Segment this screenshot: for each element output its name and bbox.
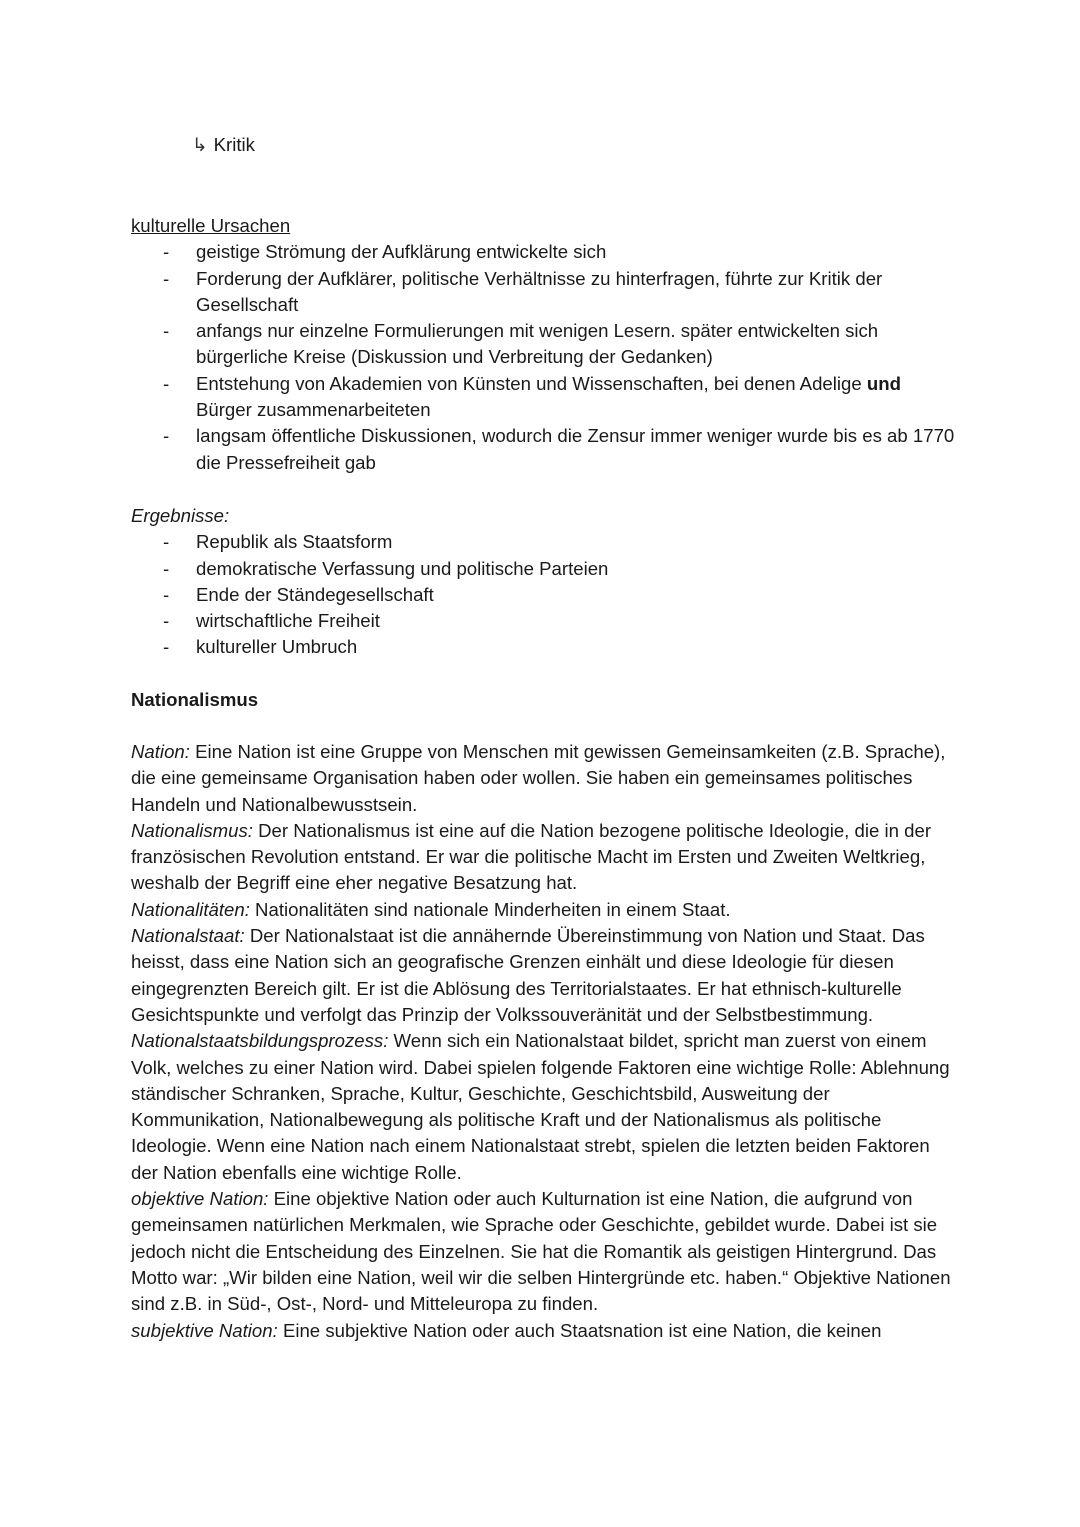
dash-bullet: - xyxy=(163,267,170,289)
dash-bullet: - xyxy=(163,610,170,632)
list-item: - langsam öffentliche Diskussionen, wodurch die Zensur immer weniger wurde bis es ab 1770 die Pressefreiheit gab xyxy=(163,425,955,473)
dash-bullet: - xyxy=(163,425,170,447)
definition-term: Nationalitäten: xyxy=(131,898,250,920)
definition-paragraph xyxy=(131,897,961,923)
list-item: - geistige Strömung der Aufklärung entwickelte sich xyxy=(131,239,961,265)
definition-term: Nation: xyxy=(131,741,190,762)
dash-bullet: - xyxy=(163,531,170,553)
dash-bullet: - xyxy=(163,320,170,342)
definition-term: Nationalismus: xyxy=(131,819,253,841)
definition-paragraph xyxy=(131,1028,961,1186)
definition-paragraph xyxy=(131,923,961,1028)
arrow-return-icon: ↳ xyxy=(192,134,208,155)
heading-kulturelle-ursachen: kulturelle Ursachen xyxy=(131,215,291,236)
definition-paragraph xyxy=(131,1318,961,1344)
definition-paragraph xyxy=(131,1186,961,1317)
kritik-line xyxy=(192,132,255,158)
dash-bullet: - xyxy=(163,557,170,579)
definition-text: Eine subjektive Nation oder auch Staatsnation ist eine Nation, die keinen xyxy=(282,1319,882,1341)
definition-text: Eine Nation ist eine Gruppe von Menschen mit gewissen Gemeinsamkeiten (z.B. Sprache), die eine gemeinsame Organisation haben oder wollen. Sie haben ein gemeinsames politisches Handeln und Nationalbewusstsein. xyxy=(131,741,946,815)
definition-text: Nationalitäten sind nationale Minderheiten in einem Staat. xyxy=(255,898,731,920)
list-item: - Republik als Staatsform xyxy=(131,529,961,555)
list-item: - wirtschaftliche Freiheit xyxy=(131,608,961,634)
list-item: - Forderung der Aufklärer, politische Verhältnisse zu hinterfragen, führte zur Kritik der Gesellschaft xyxy=(163,267,883,315)
definition-text: Wenn sich ein Nationalstaat bildet, spricht man zuerst von einem Volk, welches zu einer Nation wird. Dabei spielen folgende Faktoren eine wichtige Rolle: Ablehnung ständischer Schranken, Sprache, Kultur, Geschichte, Geschichtsbild, Ausweitung der Kommunikation, Nationalbewegung als politische Kraft und der Nationalismus als politische Ideologie. Wenn eine Nation nach einem Nationalstaat strebt, spielen die letzten beiden Faktoren der Nation ebenfalls eine wichtige Rolle. xyxy=(131,1030,950,1183)
definition-term: Nationalstaat: xyxy=(131,925,245,947)
heading-ergebnisse: Ergebnisse: xyxy=(131,505,230,526)
bold-word: und xyxy=(866,372,901,394)
section-ergebnisse xyxy=(131,503,961,661)
dash-bullet: - xyxy=(163,583,170,605)
dash-bullet: - xyxy=(163,241,170,263)
dash-bullet: - xyxy=(163,372,170,394)
kritik-label: Kritik xyxy=(213,134,255,155)
definition-text: Der Nationalstaat ist die annähernde Übereinstimmung von Nation und Staat. Das heisst, dass eine Nation sich an geografische Grenzen einhält und diese Ideologie für diesen eingegrenzten Bereich gilt. Er ist die Ablösung des Territorialstaates. Er hat ethnisch-kulturelle Gesichtspunkte und verfolgt das Prinzip der Volkssouveränität und der Selbstbestimmung. xyxy=(131,925,925,1025)
definition-paragraph xyxy=(131,818,961,897)
list-item: - kultureller Umbruch xyxy=(131,634,961,660)
heading-nationalismus: Nationalismus xyxy=(131,689,259,710)
dash-bullet: - xyxy=(163,636,170,658)
definition-paragraph xyxy=(131,739,961,818)
list-item: - anfangs nur einzelne Formulierungen mit wenigen Lesern. später entwickelten sich bürgerliche Kreise (Diskussion und Verbreitung der Gedanken) xyxy=(163,320,879,368)
list-ergebnisse xyxy=(131,529,961,660)
definition-text: Eine objektive Nation oder auch Kulturnation ist eine Nation, die aufgrund von gemeinsamen natürlichen Merkmalen, wie Sprache oder Geschichte, gebildet wurde. Dabei ist sie jedoch nicht die Entscheidung des Einzelnen. Sie hat die Romantik als geistigen Hintergrund. Das Motto war: „Wir bilden eine Nation, weil wir die selben Hintergründe etc. haben.“ Objektive Nationen sind z.B. in Süd-, Ost-, Nord- und Mitteleuropa zu finden. xyxy=(131,1188,951,1315)
section-nationalismus-heading xyxy=(131,687,961,713)
list-item: - Entstehung von Akademien von Künsten und Wissenschaften, bei denen Adelige und Bürger zusammenarbeiteten xyxy=(163,372,901,421)
section-definitions xyxy=(131,739,961,1344)
definition-term: subjektive Nation: xyxy=(131,1319,278,1341)
definition-text: Der Nationalismus ist eine auf die Nation bezogene politische Ideologie, die in der französischen Revolution entstand. Er war die politische Macht im Ersten und Zweiten Weltkrieg, weshalb der Begriff eine eher negative Besatzung hat. xyxy=(131,819,932,894)
section-kulturelle-ursachen xyxy=(131,213,961,476)
list-item: - demokratische Verfassung und politische Parteien xyxy=(131,556,961,582)
definition-term: objektive Nation: xyxy=(131,1188,269,1210)
definition-term: Nationalstaatsbildungsprozess: xyxy=(131,1030,389,1052)
list-item: - Ende der Ständegesellschaft xyxy=(131,582,961,608)
list-kulturelle-ursachen xyxy=(131,239,961,476)
